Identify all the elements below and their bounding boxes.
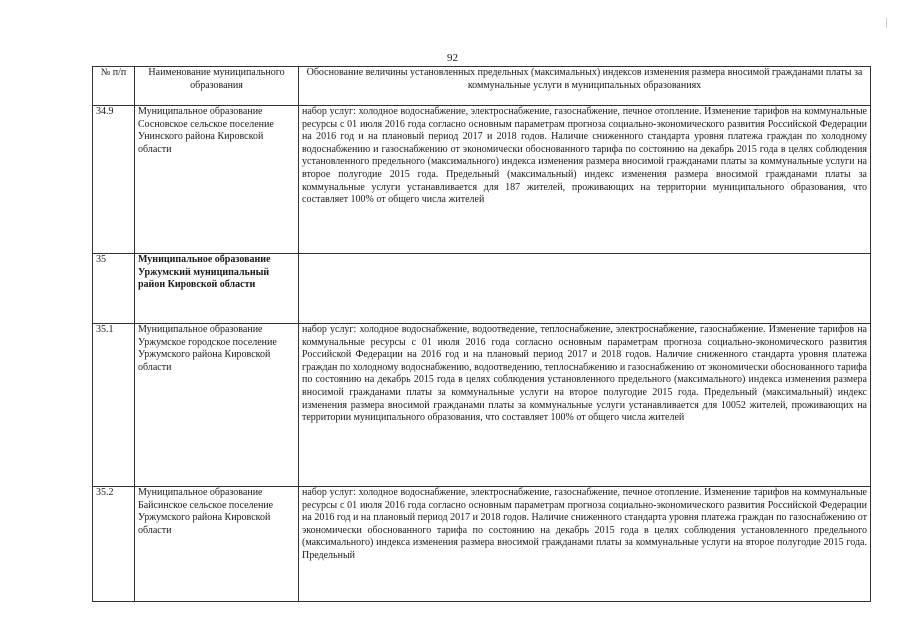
- header-num: № п/п: [93, 67, 135, 106]
- justification-table: [92, 66, 871, 602]
- row-justification-text: набор услуг: холодное водоснабжение, электроснабжение, газоснабжение, печное отопление. Изменение тарифов на коммунальные ресурсы с 01 июля 2016 года согласно основным параметрам прогноза социально-экономического развития Российской Федерации на 2016 год и на плановый период 2017 и 2018 годов. Наличие сниженного стандарта уровня платежа граждан по газоснабжению от экономически обоснованного тарифа по состоянию на декабрь 2015 года в целях соблюдения установленного предельного (максимального) индекса изменения размера вносимой гражданами платы за коммунальные услуги на второе полугодие 2015 года. Предельный: [299, 487, 871, 602]
- table-row: [93, 324, 871, 487]
- row-justification-text: набор услуг: холодное водоснабжение, электроснабжение, газоснабжение, печное отопление. Изменение тарифов на коммунальные ресурсы с 01 июля 2016 года согласно основным параметрам прогноза социально-экономического развития Российской Федерации на 2016 год и на плановый период 2017 и 2018 годов. Наличие сниженного стандарта уровня платежа граждан по холодному водоснабжению и газоснабжению от экономически обоснованного тарифа по состоянию на декабрь 2015 года в целях соблюдения установленного предельного (максимального) индекса изменения размера вносимой гражданами платы за коммунальные услуги на второе полугодие 2015 года. Предельный (максимальный) индекс изменения размера вносимой гражданами платы за коммунальные услуги устанавливается для 187 жителей, проживающих на территории муниципального образования, что составляет 100% от общего числа жителей: [299, 106, 871, 254]
- table-row: [93, 487, 871, 602]
- table-row: [93, 106, 871, 254]
- row-number: 35.2: [93, 487, 135, 602]
- header-name: Наименование муниципального образования: [135, 67, 299, 106]
- row-number: 35.1: [93, 324, 135, 487]
- row-number: 35: [93, 254, 135, 324]
- row-number: 34.9: [93, 106, 135, 254]
- scan-mark: [886, 18, 887, 28]
- row-municipality-name: Муниципальное образование Сосновское сельское поселение Унинского района Кировской области: [135, 106, 299, 254]
- row-municipality-name: Муниципальное образование Уржумское городское поселение Уржумского района Кировской области: [135, 324, 299, 487]
- table-row-section: [93, 254, 871, 324]
- row-justification-text: [299, 254, 871, 324]
- header-justification: Обоснование величины установленных предельных (максимальных) индексов изменения размера вносимой гражданами платы за коммунальные услуги в муниципальных образованиях: [299, 67, 871, 106]
- row-justification-text: набор услуг: холодное водоснабжение, водоотведение, теплоснабжение, электроснабжение, газоснабжение. Изменение тарифов на коммунальные ресурсы с 01 июля 2016 года согласно основным параметрам прогноза социально-экономического развития Российской Федерации на 2016 год и на плановый период 2017 и 2018 годов. Наличие сниженного стандарта уровня платежа граждан по холодному водоснабжению, водоотведению, теплоснабжению и газоснабжению от экономически обоснованного тарифа по состоянию на декабрь 2015 года в целях соблюдения установленного предельного (максимального) индекса изменения размера вносимой гражданами платы за коммунальные услуги на второе полугодие 2015 года. Предельный (максимальный) индекс изменения размера вносимой гражданами платы за коммунальные услуги устанавливается для 10052 жителей, проживающих на территории муниципального образования, что составляет 100% от общего числа жителей: [299, 324, 871, 487]
- page-number: 92: [447, 52, 458, 64]
- row-municipality-name: Муниципальное образование Байсинское сельское поселение Уржумского района Кировской области: [135, 487, 299, 602]
- row-municipality-name: Муниципальное образование Уржумский муниципальный район Кировской области: [135, 254, 299, 324]
- table-header-row: [93, 67, 871, 106]
